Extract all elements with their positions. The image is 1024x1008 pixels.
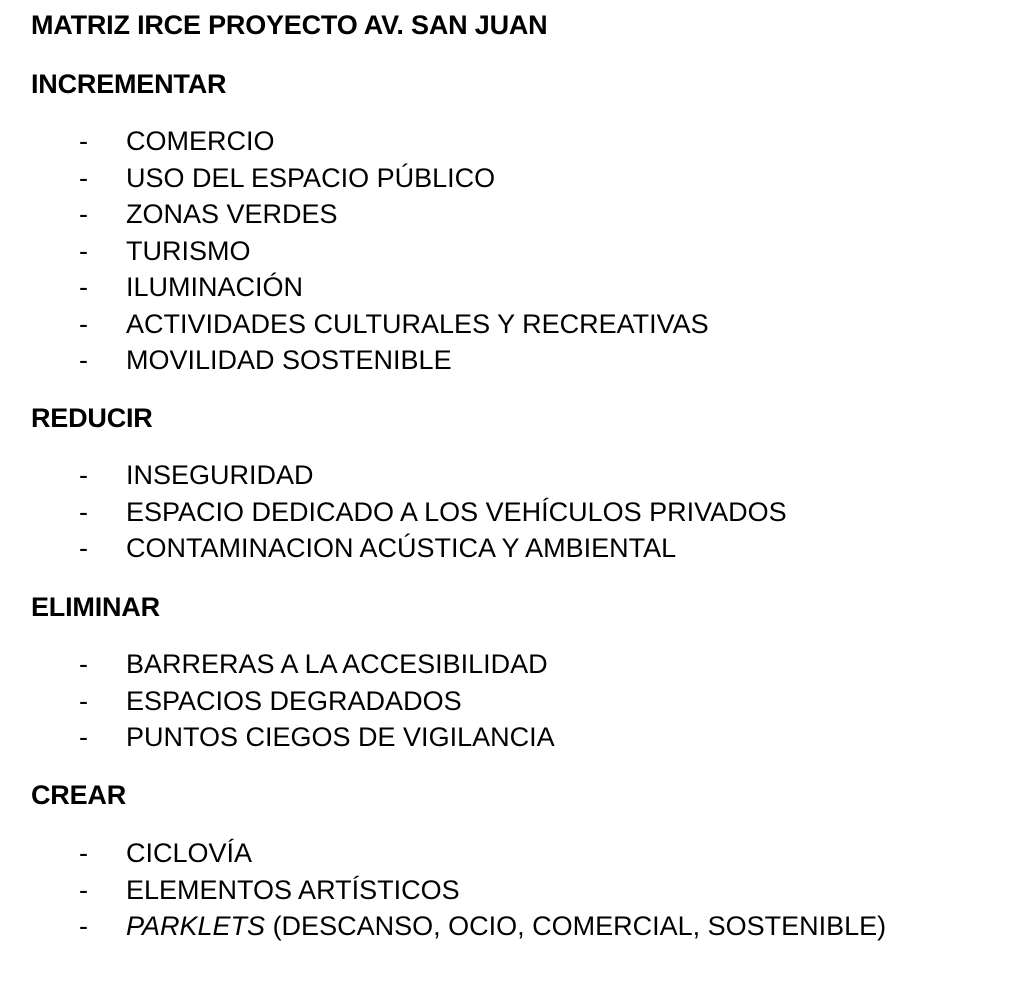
list-item-text: ILUMINACIÓN <box>126 272 304 302</box>
list-item-text <box>126 908 886 944</box>
section-heading-crear: CREAR <box>31 780 127 810</box>
section-heading-incrementar: INCREMENTAR <box>31 69 227 99</box>
bullet-dash: - <box>79 838 88 868</box>
bullet-dash: - <box>79 199 88 229</box>
section-heading-reducir: REDUCIR <box>31 403 153 433</box>
list-item-text: PUNTOS CIEGOS DE VIGILANCIA <box>126 722 555 752</box>
section-heading-eliminar: ELIMINAR <box>31 592 160 622</box>
list-item-text: CICLOVÍA <box>126 838 253 868</box>
bullet-dash: - <box>79 874 88 905</box>
bullet-dash: - <box>79 496 88 527</box>
bullet-dash: - <box>79 533 88 563</box>
parklets-emphasis: PARKLETS <box>126 911 266 941</box>
bullet-dash: - <box>79 162 88 193</box>
list-item-text: BARRERAS A LA ACCESIBILIDAD <box>126 649 548 679</box>
bullet-dash: - <box>79 345 88 375</box>
bullet-dash: - <box>79 126 88 156</box>
list-item-text: TURISMO <box>126 235 251 266</box>
parklets-detail: (DESCANSO, OCIO, COMERCIAL, SOSTENIBLE) <box>265 911 887 941</box>
list-item-text: COMERCIO <box>126 126 275 156</box>
document-title: MATRIZ IRCE PROYECTO AV. SAN JUAN <box>31 10 548 40</box>
bullet-dash: - <box>79 685 88 716</box>
bullet-dash: - <box>79 460 88 490</box>
bullet-dash: - <box>79 272 88 302</box>
list-item-text: USO DEL ESPACIO PÚBLICO <box>126 162 496 193</box>
list-item-text: ZONAS VERDES <box>126 199 338 229</box>
list-item-text: MOVILIDAD SOSTENIBLE <box>126 345 452 375</box>
list-item-text: INSEGURIDAD <box>126 460 314 490</box>
list-item-text: CONTAMINACION ACÚSTICA Y AMBIENTAL <box>126 533 677 563</box>
list-item-text: ESPACIO DEDICADO A LOS VEHÍCULOS PRIVADOS <box>126 496 787 527</box>
bullet-dash: - <box>79 911 88 941</box>
list-item-text: ELEMENTOS ARTÍSTICOS <box>126 874 460 905</box>
bullet-dash: - <box>79 308 88 339</box>
list-item-text: ESPACIOS DEGRADADOS <box>126 685 462 716</box>
bullet-dash: - <box>79 649 88 679</box>
bullet-dash: - <box>79 722 88 752</box>
list-item-text: ACTIVIDADES CULTURALES Y RECREATIVAS <box>126 308 709 339</box>
bullet-dash: - <box>79 235 88 266</box>
